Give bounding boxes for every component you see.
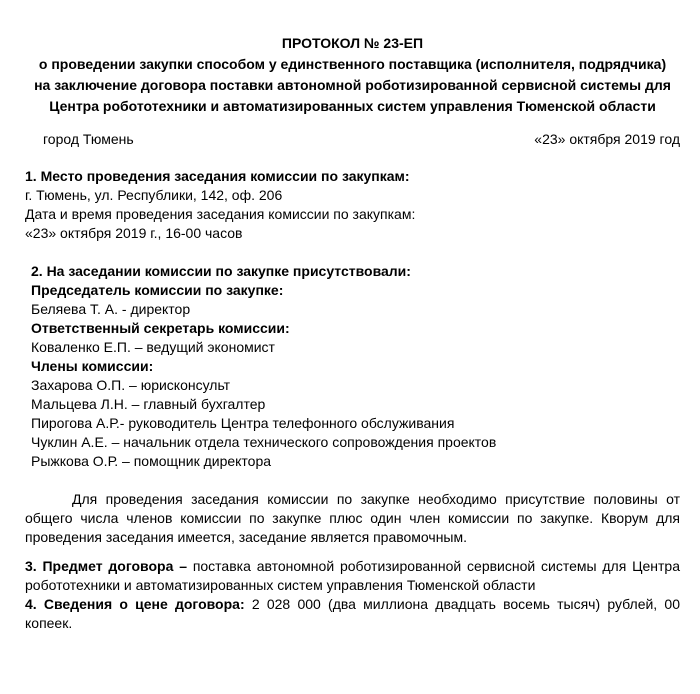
place-date-row [25,130,680,149]
attendee-role-label: Члены комиссии: [31,358,154,374]
section-contract-price [25,595,680,633]
section-attendees [25,262,680,471]
attendee-line: Рыжкова О.Р. – помощник директора [31,453,272,469]
meeting-datetime-label: Дата и время проведения заседания комиссии по закупкам: [25,206,416,222]
section-meeting-place [25,167,680,243]
attendee-line: Коваленко Е.П. – ведущий экономист [31,339,275,355]
section-contract-subject [25,557,680,595]
document-title-block [33,33,672,117]
contract-price-text: 2 028 000 (два миллиона двадцать восемь тысяч) рублей, 00 копеек. [25,596,680,631]
document-subtitle: о проведении закупки способом у единственного поставщика (исполнителя, подрядчика) на заключение договора поставки автономной роботизированной сервисной системы для Центра робототехники и автоматизированных систем управления Тюменской области [34,56,671,114]
quorum-paragraph: Для проведения заседания комиссии по закупке необходимо присутствие половины от общего числа членов комиссии по закупке плюс один член комиссии по закупке. Кворум для проведения заседания имеется, заседание является правомочным. [25,491,680,545]
attendee-line: Чуклин А.Е. – начальник отдела технического сопровождения проектов [31,434,497,450]
meeting-address: г. Тюмень, ул. Республики, 142, оф. 206 [25,187,283,203]
section4-heading: 4. Сведения о цене договора: [25,596,245,612]
section2-heading: 2. На заседании комиссии по закупке присутствовали: [31,263,411,279]
contract-details-block [25,557,680,633]
attendee-line: Пирогова А.Р.- руководитель Центра телефонного обслуживания [31,415,455,431]
attendee-role-label: Ответственный секретарь комиссии: [31,320,290,336]
date-label: «23» октября 2019 год [534,131,680,147]
attendee-line: Мальцева Л.Н. – главный бухгалтер [31,396,266,412]
section1-heading: 1. Место проведения заседания комиссии по закупкам: [25,168,410,184]
meeting-datetime-value: «23» октября 2019 г., 16-00 часов [25,225,243,241]
attendee-line: Захарова О.П. – юрисконсульт [31,377,231,393]
attendee-line: Беляева Т. А. - директор [31,301,191,317]
section3-heading: 3. Предмет договора – [25,558,187,574]
attendee-role-label: Председатель комиссии по закупке: [31,282,284,298]
document-title: ПРОТОКОЛ № 23-ЕП [281,35,424,51]
contract-subject-text: поставка автономной роботизированной сервисной системы для Центра робототехники и автоматизированных систем управления Тюменской области [25,558,680,593]
place-label: город Тюмень [43,131,134,147]
